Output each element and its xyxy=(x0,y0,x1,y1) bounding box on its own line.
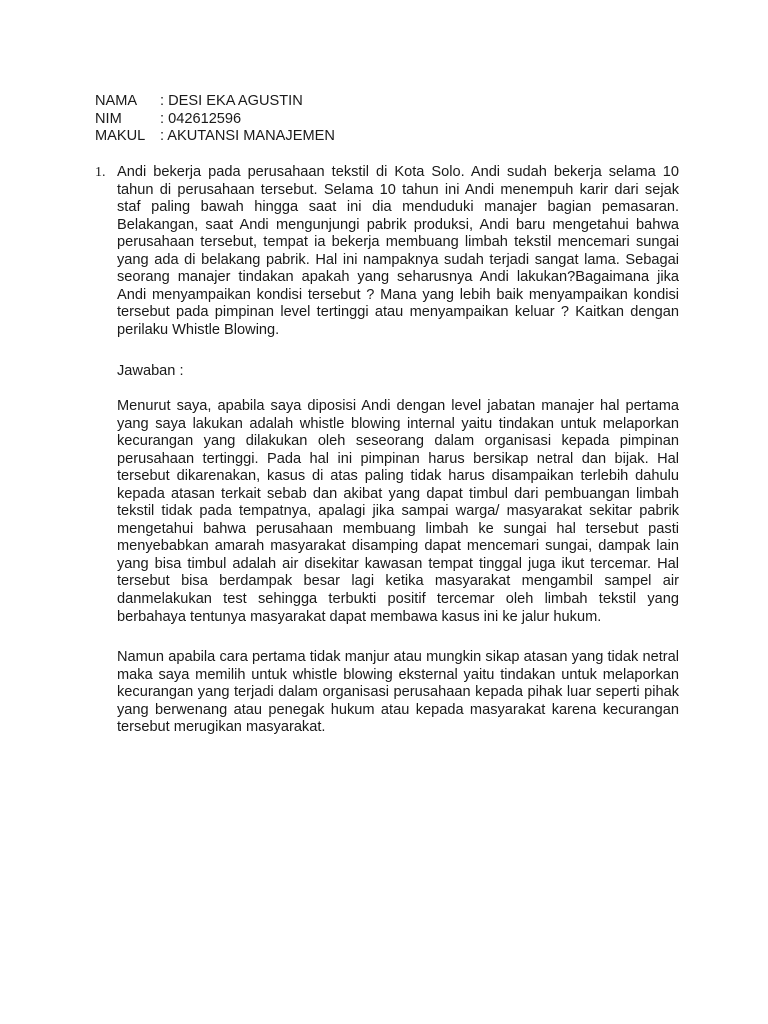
name-value: : DESI EKA AGUSTIN xyxy=(160,93,303,109)
nim-value: : 042612596 xyxy=(160,110,242,127)
makul-row xyxy=(95,128,335,146)
answer-paragraph-2: Namun apabila cara pertama tidak manjur atau mungkin sikap atasan yang tidak netral maka saya memilih untuk whistle blowing eksternal yaitu tindakan untuk melaporkan kecurangan yang terjadi dalam organisasi perusahaan kepada pihak luar seperti pihak yang berwenang atau penegak hukum atau kepada masyarakat karena kecurangan tersebut merugikan masyarakat. xyxy=(117,649,679,736)
answer-paragraph-1: Menurut saya, apabila saya diposisi Andi dengan level jabatan manajer hal pertama yang saya lakukan adalah whistle blowing internal yaitu tindakan untuk melaporkan kecurangan yang dilakukan oleh seseorang dalam organisasi kepada pimpinan perusahaan tertinggi. Pada hal ini pimpinan harus bersikap netral dan bijak. Hal tersebut dikarenakan, kasus di atas paling tidak harus disampaikan terlebih dahulu kepada atasan terkait sebab dan akibat yang dapat timbul dari pembuangan limbah tekstil tidak pada tempatnya, apalagi jika sampai warga/ masyarakat sekitar pabrik mengetahui bahwa perusahaan membuang limbah ke sungai hal tersebut pasti menyebabkan amarah masyarakat disamping dapat mencemari sungai, dampak lain yang bisa timbul adalah air disekitar kawasan tempat tinggal juga ikut tercemar. Hal tersebut bisa berdampak besar lagi ketika masyarakat mengambil sampel air danmelakukan test sehingga terbukti positif tercemar oleh limbah tekstil yang berbahaya tentunya masyarakat dapat membawa kasus ini ke jalur hukum. xyxy=(117,398,679,625)
name-row xyxy=(95,93,335,111)
answer-label: Jawaban : xyxy=(117,363,184,379)
name-label: NAMA xyxy=(95,93,138,109)
question-text: Andi bekerja pada perusahaan tekstil di Kota Solo. Andi sudah bekerja selama 10 tahun di perusahaan tersebut. Selama 10 tahun ini Andi menempuh karir dari sejak staf paling bawah hingga saat ini dia menduduki manajer bagian pemasaran. Belakangan, saat Andi mengunjungi pabrik produksi, Andi baru mengetahui bahwa perusahaan tersebut, tempat ia bekerja membuang limbah tekstil mencemari sungai yang ada di belakang pabrik. Hal ini nampaknya sudah terjadi sangat lama. Sebagai seorang manajer tindakan apakah yang seharusnya Andi lakukan?Bagaimana jika Andi menyampaikan kondisi tersebut ? Mana yang lebih baik menyampaikan kondisi tersebut pada pimpinan level tertinggi atau menyampaikan keluar ? Kaitkan dengan perilaku Whistle Blowing. xyxy=(117,164,679,338)
nim-label: NIM xyxy=(95,110,122,127)
nim-row xyxy=(95,111,335,129)
makul-label: MAKUL xyxy=(95,128,146,144)
question-number: 1. xyxy=(95,165,106,180)
makul-value: : AKUTANSI MANAJEMEN xyxy=(160,128,335,144)
question-item xyxy=(95,164,679,339)
student-info-header xyxy=(95,93,335,146)
